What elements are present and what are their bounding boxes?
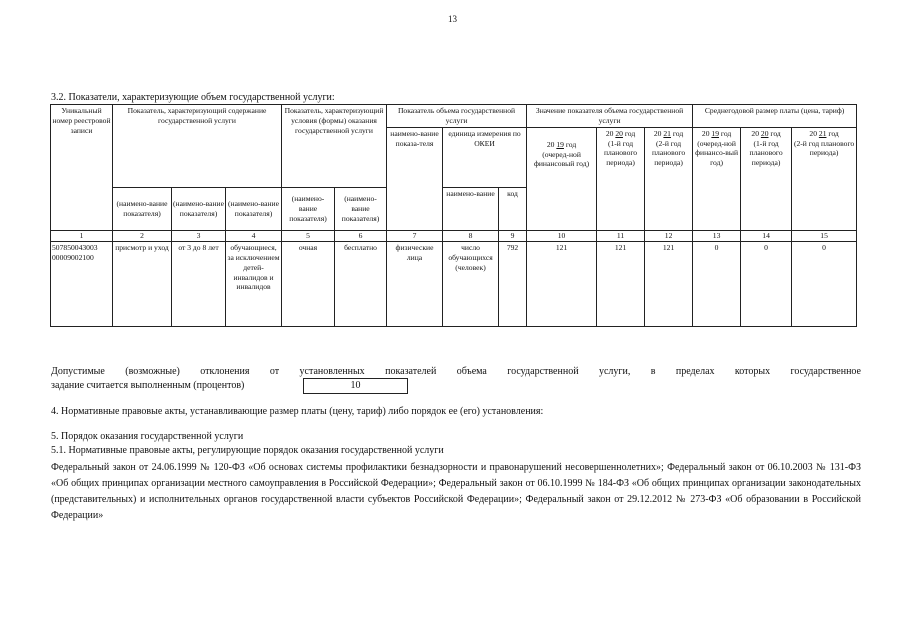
header-sub-cond1: (наимено-вание показателя): [282, 188, 335, 231]
col-number: 14: [741, 231, 792, 242]
header-unit: единица измерения по ОКЕИ: [443, 127, 527, 187]
col-number: 6: [335, 231, 387, 242]
col-number: 9: [499, 231, 527, 242]
cell-fee-year3: 0: [792, 242, 857, 327]
header-row-1: [51, 105, 857, 128]
header-unit-code: код: [499, 188, 527, 231]
header-fee-year1: 20 19 год (очеред-ной финансо-вый год): [693, 127, 741, 230]
deviation-value-box: 10: [303, 378, 408, 394]
col-number: 13: [693, 231, 741, 242]
header-sub-content3: (наимено-вание показателя): [226, 188, 282, 231]
header-content: Показатель, характеризующий содержание государственной услуги: [113, 105, 282, 188]
col-number: 5: [282, 231, 335, 242]
cell-value-year3: 121: [645, 242, 693, 327]
cell-cond2: бесплатно: [335, 242, 387, 327]
header-volume: Показатель объема государственной услуги: [387, 105, 527, 128]
col-number: 11: [597, 231, 645, 242]
header-value-year3: 20 21 год (2-й год планового периода): [645, 127, 693, 230]
cell-cond1: очная: [282, 242, 335, 327]
header-reg-num: Уникальный номер реестровой записи: [51, 105, 113, 231]
header-fee-year2: 20 20 год (1-й год планового периода): [741, 127, 792, 230]
header-sub-content2: (наимено-вание показателя): [172, 188, 226, 231]
laws-list: Федеральный закон от 24.06.1999 № 120-ФЗ «Об основах системы профилактики безнадзорности и правонарушений несовершеннолетних»; Федеральный закон от 06.10.2003 № 131-ФЗ «Об общих принципах организации местного самоуправления в Российской Федерации»; Федеральный закон от 06.10.1999 № 184-ФЗ «Об общих принципах организации законодательных (представительных) и исполнительных органов государственной власти субъектов Российской Федерации»; Федеральный закон от 29.12.2012 № 273-ФЗ «Об образовании в Российской Федерации»: [51, 462, 861, 521]
col-number: 3: [172, 231, 226, 242]
col-number: 8: [443, 231, 499, 242]
cell-fee-year2: 0: [741, 242, 792, 327]
cell-content2: от 3 до 8 лет: [172, 242, 226, 327]
volume-indicators-table: [50, 104, 857, 327]
header-sub-cond2: (наимено-вание показателя): [335, 188, 387, 231]
section-4-heading: 4. Нормативные правовые акты, устанавливающие размер платы (цену, тариф) либо порядок ее (его) установления:: [51, 406, 544, 417]
header-value-year1: 20 19 год (очеред-ной финансовый год): [527, 127, 597, 230]
cell-content1: присмотр и уход: [113, 242, 172, 327]
col-number: 1: [51, 231, 113, 242]
col-number: 2: [113, 231, 172, 242]
col-number: 12: [645, 231, 693, 242]
header-value-year2: 20 20 год (1-й год планового периода): [597, 127, 645, 230]
cell-fee-year1: 0: [693, 242, 741, 327]
section-5-heading: 5. Порядок оказания государственной услуги: [51, 431, 244, 442]
header-fee-year3: 20 21 год (2-й год планового периода): [792, 127, 857, 230]
col-number: 7: [387, 231, 443, 242]
cell-indicator-name: физические лица: [387, 242, 443, 327]
col-number: 4: [226, 231, 282, 242]
section-title: 3.2. Показатели, характеризующие объем государственной услуги:: [51, 92, 335, 103]
header-value: Значение показателя объема государственной услуги: [527, 105, 693, 128]
cell-unit-name: число обучающихся (человек): [443, 242, 499, 327]
cell-content3: обучающиеся, за исключением детей-инвалидов и инвалидов: [226, 242, 282, 327]
page-number: 13: [448, 14, 457, 24]
header-conditions: Показатель, характеризующий условия (формы) оказания государственной услуги: [282, 105, 387, 188]
col-number: 15: [792, 231, 857, 242]
section-5-1-heading: 5.1. Нормативные правовые акты, регулирующие порядок оказания государственной услуги: [51, 445, 444, 456]
header-unit-name: наимено-вание: [443, 188, 499, 231]
deviation-text: Допустимые (возможные) отклонения от установленных показателей объема государственной услуги, в пределах которых государственное: [51, 366, 861, 377]
deviation-text-continued: задание считается выполненным (процентов): [51, 380, 245, 391]
column-numbers-row: [51, 231, 857, 242]
cell-value-year1: 121: [527, 242, 597, 327]
header-indicator-name: наимено-вание показа-теля: [387, 127, 443, 230]
cell-value-year2: 121: [597, 242, 645, 327]
header-fee: Среднегодовой размер платы (цена, тариф): [693, 105, 857, 128]
header-sub-content1: (наимено-вание показателя): [113, 188, 172, 231]
cell-unit-code: 792: [499, 242, 527, 327]
cell-reg-num: 507850043003 00009002100: [51, 242, 113, 327]
table-row: [51, 242, 857, 327]
col-number: 10: [527, 231, 597, 242]
